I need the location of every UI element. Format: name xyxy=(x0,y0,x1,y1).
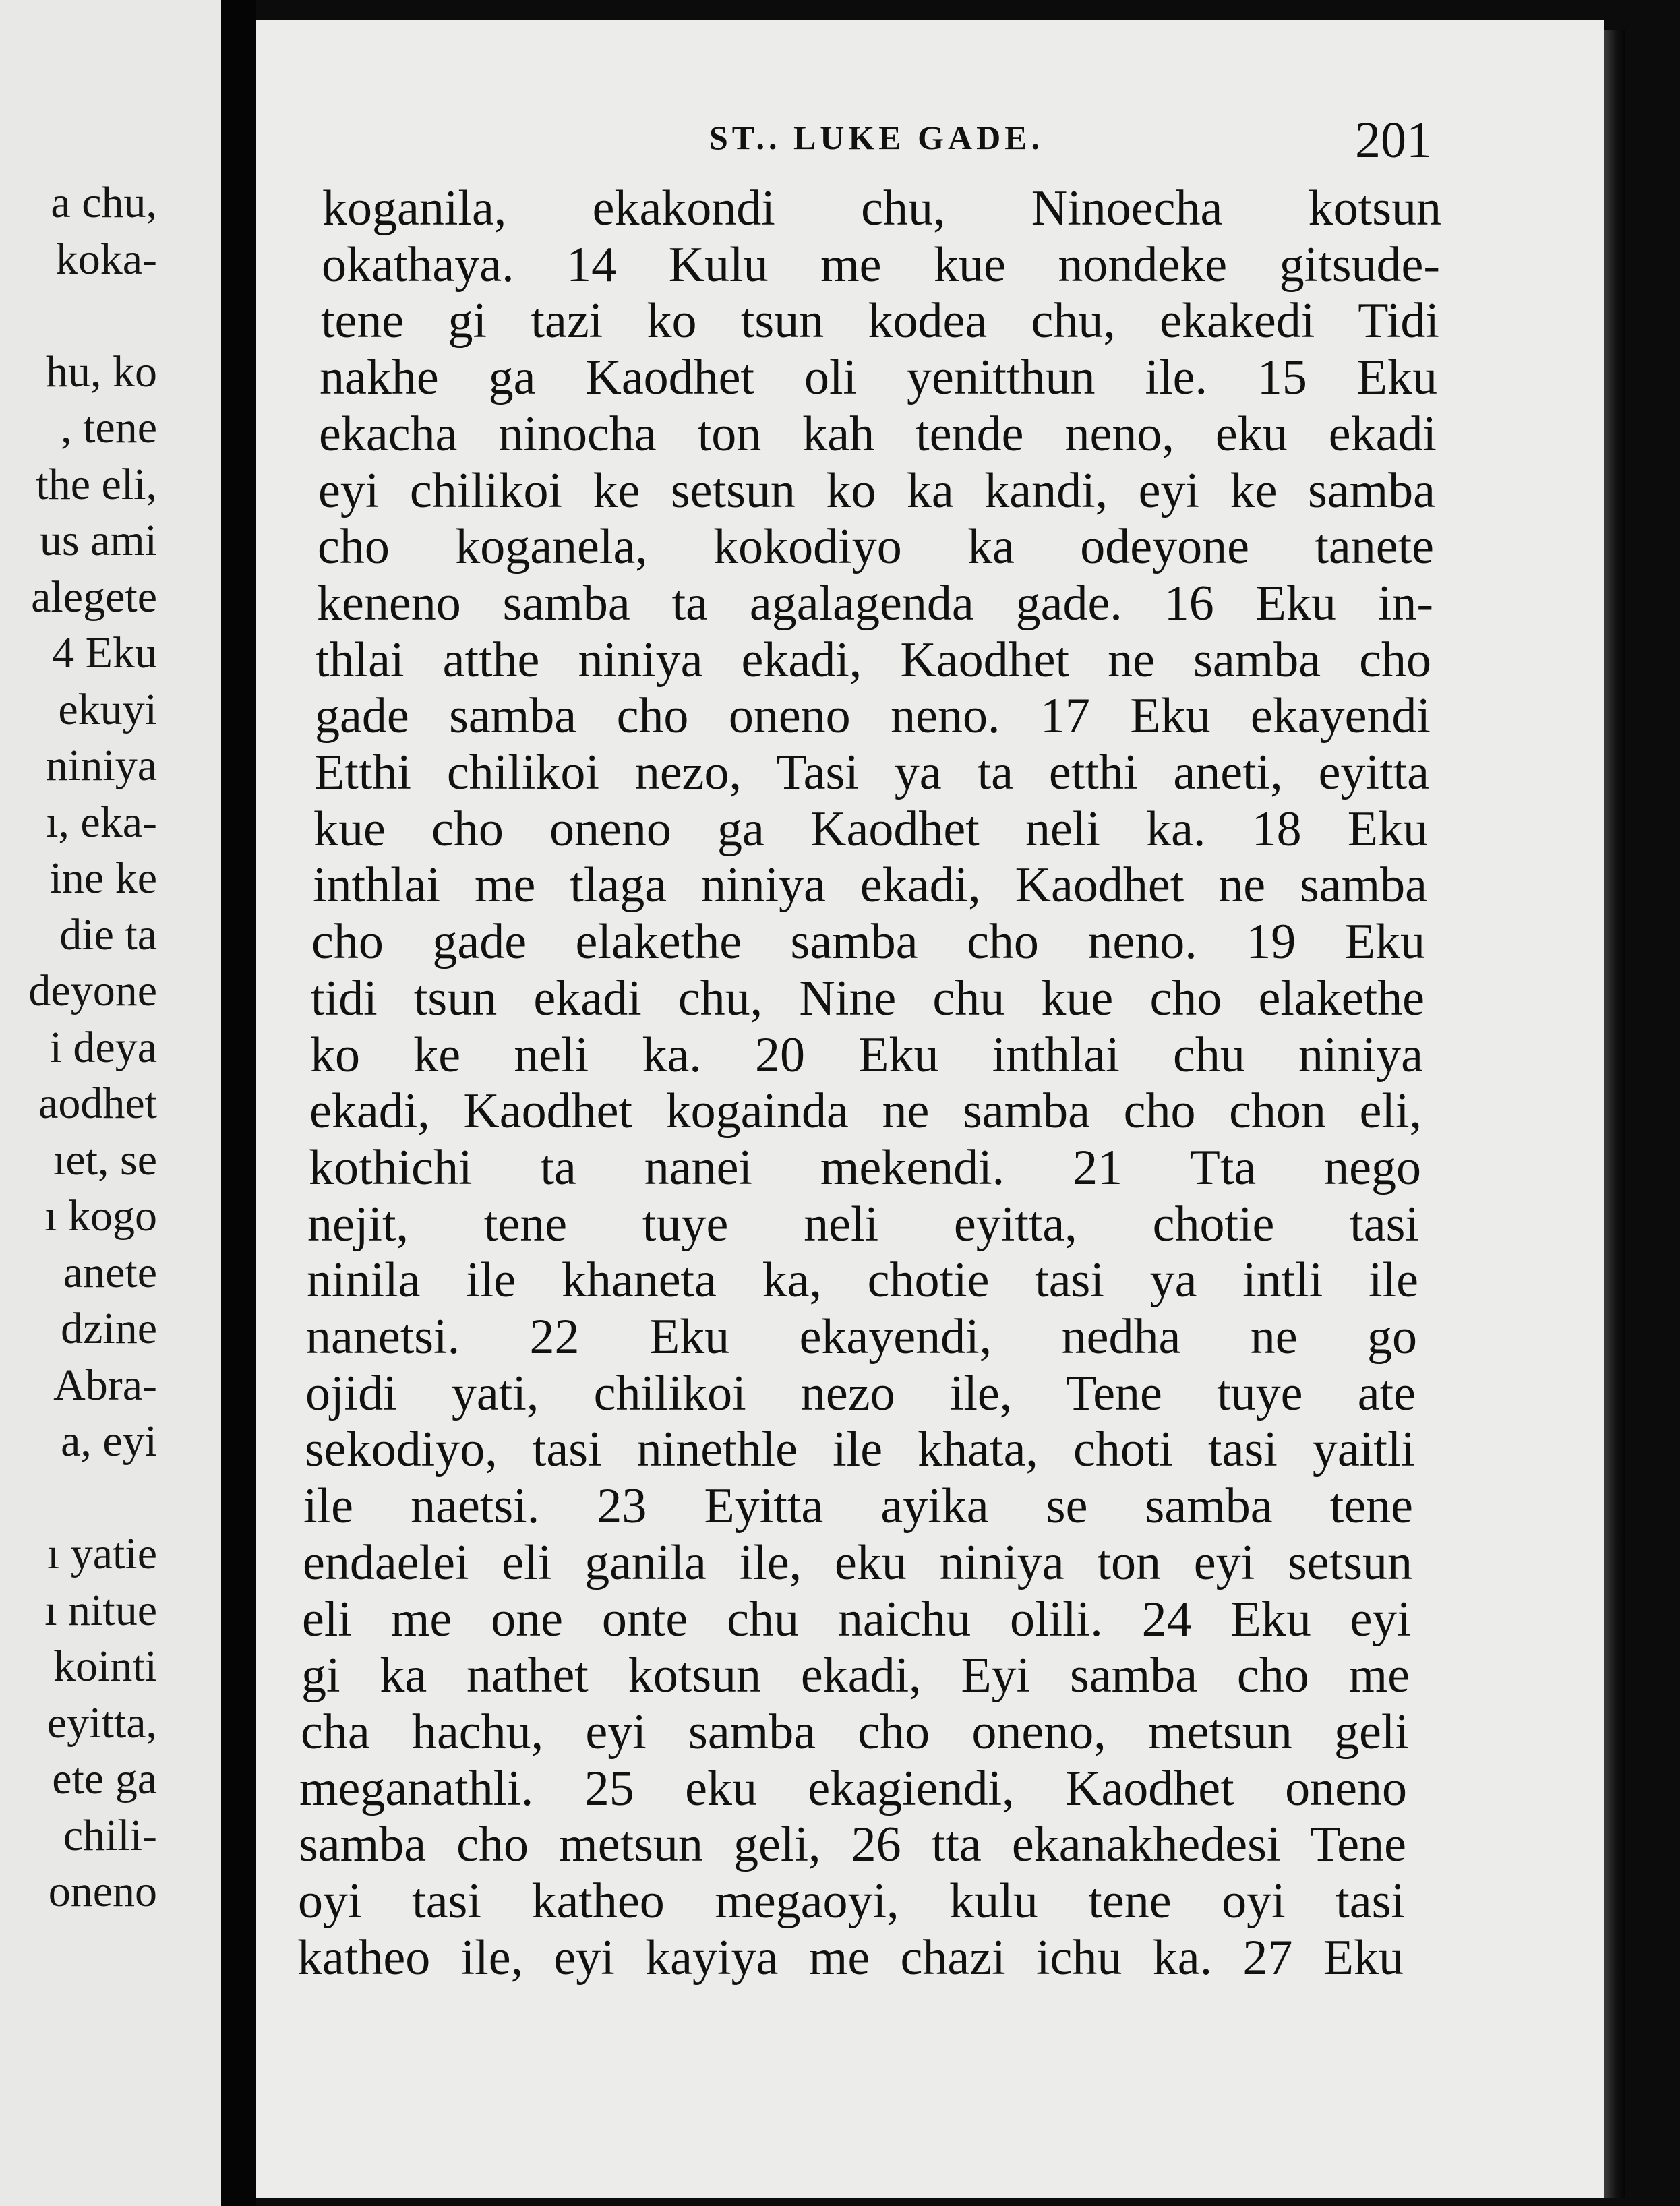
left-page-line: deyone xyxy=(28,966,157,1015)
left-page-line: chili- xyxy=(63,1810,157,1860)
book-gutter xyxy=(221,0,256,2206)
running-head: ST.. LUKE GADE. xyxy=(709,119,1044,156)
body-line: katheo ile, eyi kayiya me chazi ichu ka. 27 Eku xyxy=(297,1930,1404,1986)
body-line: oyi tasi katheo megaoyi, kulu tene oyi tasi xyxy=(298,1874,1405,1929)
body-line: eyi chilikoi ke setsun ko ka kandi, eyi ke samba xyxy=(318,463,1435,518)
body-line: thlai atthe niniya ekadi, Kaodhet ne samba cho xyxy=(316,632,1431,688)
left-page-line: koka- xyxy=(55,234,157,284)
left-page-line: , tene xyxy=(61,403,157,452)
body-line: nakhe ga Kaodhet oli yenitthun ile. 15 Eku xyxy=(320,350,1437,406)
left-page-line: us ami xyxy=(39,516,157,565)
body-line: tidi tsun ekadi chu, Nine chu kue cho elakethe xyxy=(311,970,1424,1026)
body-line: ile naetsi. 23 Eyitta ayika se samba tene xyxy=(303,1479,1413,1534)
left-page-line: a, eyi xyxy=(61,1417,157,1466)
body-line: ojidi yati, chilikoi nezo ile, Tene tuye ate xyxy=(305,1365,1416,1421)
facing-page-left xyxy=(0,0,221,2206)
left-page-line: niniya xyxy=(46,741,157,790)
page-number: 201 xyxy=(1355,112,1432,169)
left-page-line: oneno xyxy=(48,1867,157,1916)
body-line: endaelei eli ganila ile, eku niniya ton eyi setsun xyxy=(303,1534,1412,1590)
left-page-line: the eli, xyxy=(36,459,157,509)
body-line: gade samba cho oneno neno. 17 Eku ekayendi xyxy=(315,688,1431,744)
body-line: gi ka nathet kotsun ekadi, Eyi samba cho me xyxy=(301,1648,1410,1704)
left-page-line: ı nitue xyxy=(44,1585,157,1635)
left-page-line: anete xyxy=(63,1247,157,1297)
left-page-line: ı, eka- xyxy=(46,797,157,847)
left-page-line: ı yatie xyxy=(47,1529,157,1578)
body-line: nanetsi. 22 Eku ekayendi, nedha ne go xyxy=(306,1309,1417,1365)
body-line: kothichi ta nanei mekendi. 21 Tta nego xyxy=(309,1139,1421,1195)
left-page-line: a chu, xyxy=(51,178,157,227)
left-page-line: aodhet xyxy=(38,1079,157,1128)
left-page-line: 4 Eku xyxy=(52,628,157,678)
body-line: keneno samba ta agalagenda gade. 16 Eku in- xyxy=(317,575,1433,631)
body-line: cho gade elakethe samba cho neno. 19 Eku xyxy=(311,914,1425,970)
left-page-line: ekuyi xyxy=(58,684,157,734)
body-line: cho koganela, kokodiyo ka odeyone tanete xyxy=(318,519,1434,575)
left-page-line: kointi xyxy=(53,1642,157,1691)
body-line: inthlai me tlaga niniya ekadi, Kaodhet ne samba xyxy=(313,858,1427,914)
body-line: meganathli. 25 eku ekagiendi, Kaodhet oneno xyxy=(299,1760,1407,1816)
body-line: eli me one onte chu naichu olili. 24 Eku eyi xyxy=(302,1591,1411,1647)
left-page-line: ı kogo xyxy=(44,1191,157,1241)
body-line: koganila, ekakondi chu, Ninoecha kotsun xyxy=(322,181,1441,236)
body-line: Etthi chilikoi nezo, Tasi ya ta etthi aneti, eyitta xyxy=(314,745,1429,800)
left-page-line: ıet, se xyxy=(53,1135,157,1185)
left-page-line: i deya xyxy=(49,1022,157,1072)
left-page-line: dzine xyxy=(61,1304,157,1353)
left-page-line: hu, ko xyxy=(46,347,157,396)
page-edge xyxy=(1604,30,1625,2198)
body-line: nejit, tene tuye neli eyitta, chotie tasi xyxy=(307,1196,1419,1252)
left-page-line: ine ke xyxy=(49,854,157,903)
body-line: sekodiyo, tasi ninethle ile khata, choti tasi yaitli xyxy=(305,1422,1415,1478)
body-line: samba cho metsun geli, 26 tta ekanakhedesi Tene xyxy=(299,1817,1406,1873)
body-line: tene gi tazi ko tsun kodea chu, ekakedi Tidi xyxy=(321,293,1439,349)
left-page-line: alegete xyxy=(31,572,157,622)
left-page-line: die ta xyxy=(59,910,157,959)
body-line: ko ke neli ka. 20 Eku inthlai chu niniya xyxy=(310,1027,1423,1083)
body-line: kue cho oneno ga Kaodhet neli ka. 18 Eku xyxy=(313,801,1428,857)
left-page-line: Abra- xyxy=(53,1360,157,1410)
body-line: ninila ile khaneta ka, chotie tasi ya intli ile xyxy=(307,1253,1418,1309)
body-line: cha hachu, eyi samba cho oneno, metsun geli xyxy=(301,1704,1409,1760)
left-page-line: ete ga xyxy=(52,1754,157,1803)
body-line: ekadi, Kaodhet kogainda ne samba cho chon eli, xyxy=(309,1083,1422,1139)
left-page-line: eyitta, xyxy=(47,1698,157,1748)
body-line: okathaya. 14 Kulu me kue nondeke gitsude- xyxy=(322,237,1440,293)
body-line: ekacha ninocha ton kah tende neno, eku ekadi xyxy=(319,406,1437,462)
